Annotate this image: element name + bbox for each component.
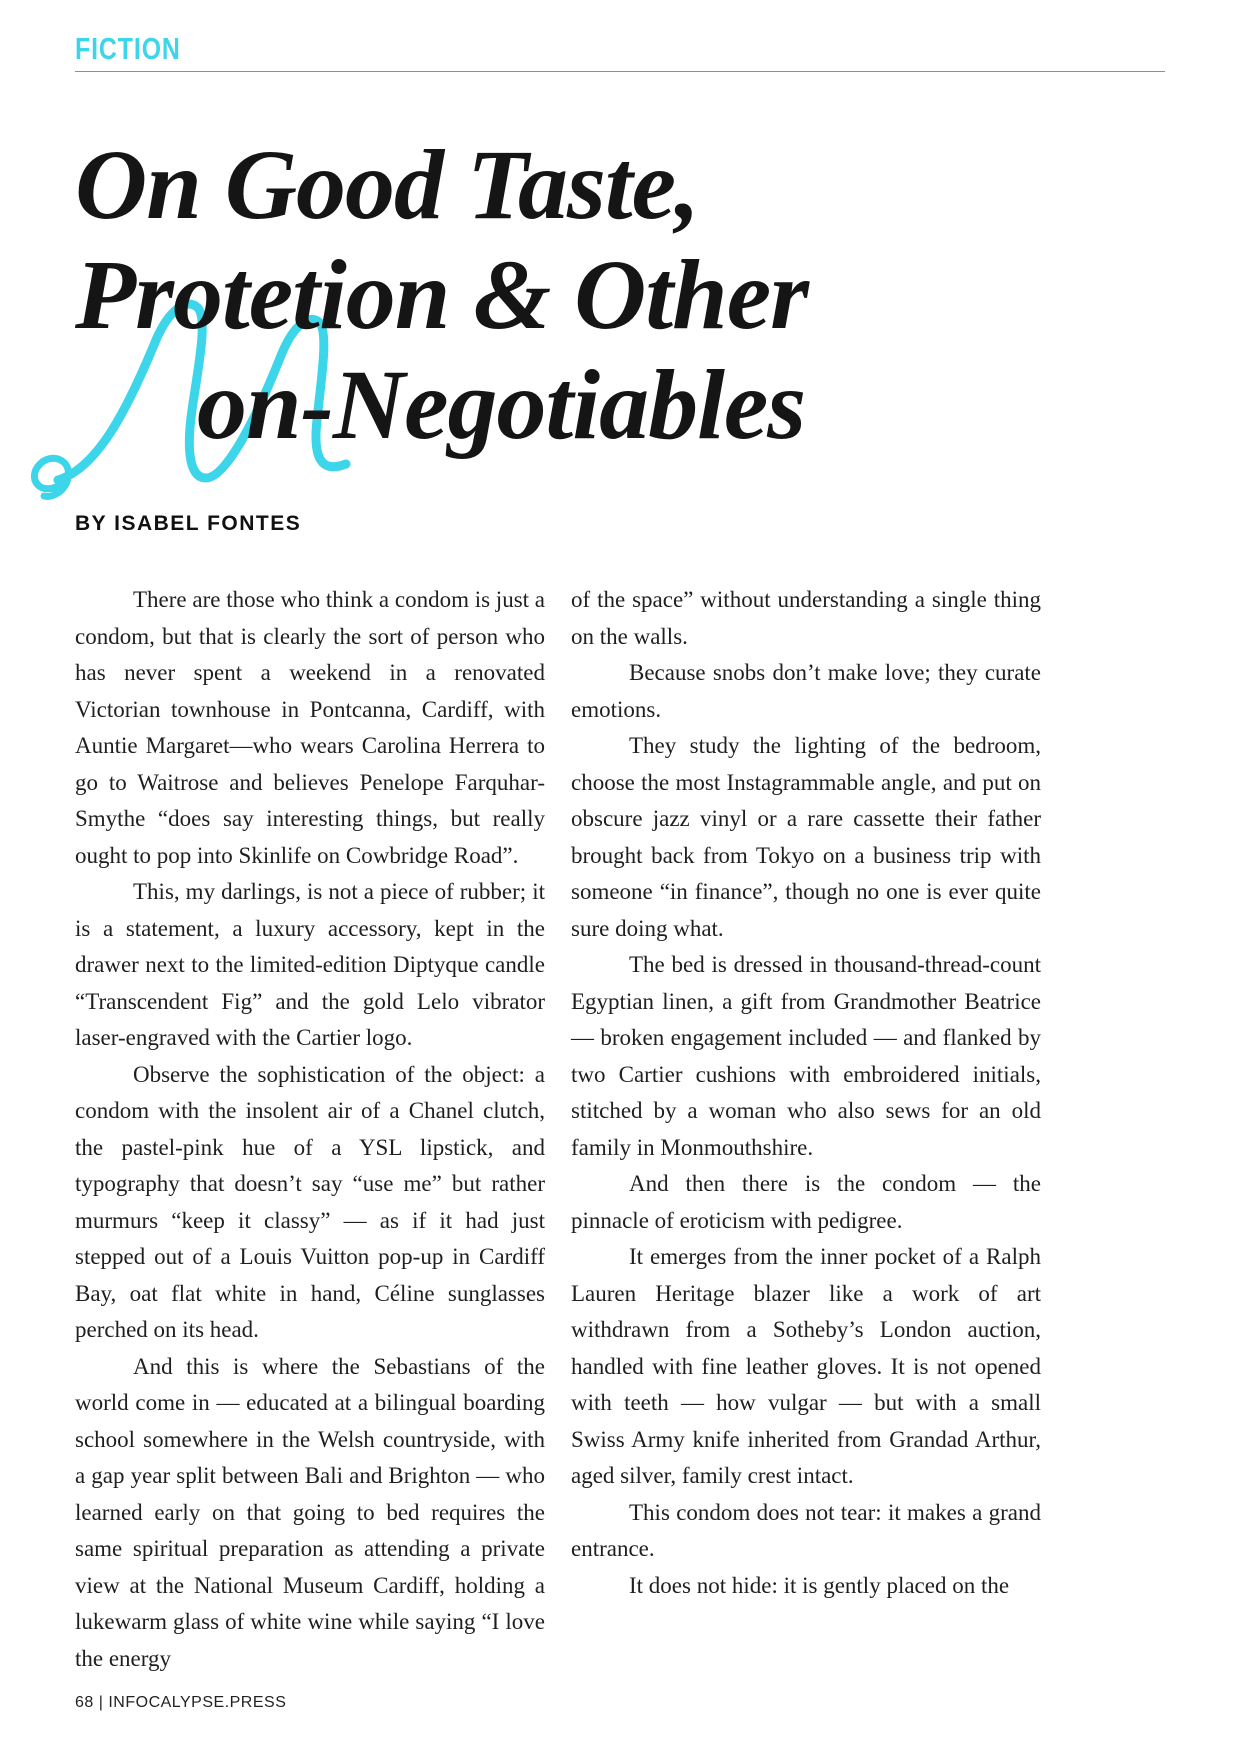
left-column	[75, 582, 545, 1677]
article-paragraph: The bed is dressed in thousand-thread-count Egyptian linen, a gift from Grandmother Beatrice — broken engagement included — and flanked by two Cartier cushions with embroidered initials, stitched by a woman who also sews for an old family in Monmouthshire.	[571, 952, 1041, 1160]
article-title	[75, 130, 1165, 460]
article-paragraph: of the space” without understanding a single thing on the walls.	[571, 587, 1041, 649]
page-footer: 68 | INFOCALYPSE.PRESS	[75, 1694, 287, 1711]
article-paragraph: And then there is the condom — the pinnacle of eroticism with pedigree.	[571, 1171, 1041, 1233]
article-paragraph: And this is where the Sebastians of the world come in — educated at a bilingual boarding school somewhere in the Welsh countryside, with a gap year split between Bali and Brighton — who learned early on that going to bed requires the same spiritual preparation as attending a private view at the National Museum Cardiff, holding a lukewarm glass of white wine while saying “I love the energy	[75, 1353, 545, 1671]
article-paragraph: Observe the sophistication of the object: a condom with the insolent air of a Chanel clutch, the pastel-pink hue of a YSL lipstick, and typography that doesn’t say “use me” but rather murmurs “keep it classy” — as if it had just stepped out of a Louis Vuitton pop-up in Cardiff Bay, oat flat white in hand, Céline sunglasses perched on its head.	[75, 1061, 545, 1342]
title-line-2: Protetion & Other	[75, 239, 809, 350]
article-paragraph: This condom does not tear: it makes a grand entrance.	[571, 1499, 1041, 1561]
byline: BY ISABEL FONTES	[75, 512, 302, 535]
section-kicker: FICTION	[75, 32, 181, 66]
title-line-1: On Good Taste,	[75, 129, 700, 240]
title-line-3-rest: on-Negotiables	[197, 349, 806, 460]
article-paragraph: There are those who think a condom is just a condom, but that is clearly the sort of person who has never spent a weekend in a renovated Victorian townhouse in Pontcanna, Cardiff, with Auntie Margaret—who wears Carolina Herrera to go to Waitrose and believes Penelope Farquhar-Smythe “does say interesting things, but really ought to pop into Skinlife on Cowbridge Road”.	[75, 587, 545, 868]
article-paragraph: Because snobs don’t make love; they curate emotions.	[571, 660, 1041, 722]
article-paragraph: It emerges from the inner pocket of a Ralph Lauren Heritage blazer like a work of art withdrawn from a Sotheby’s London auction, handled with fine leather gloves. It is not opened with teeth — how vulgar — but with a small Swiss Army knife inherited from Grandad Arthur, aged silver, family crest intact.	[571, 1244, 1041, 1488]
title-line-3	[75, 350, 1165, 460]
right-column	[571, 582, 1041, 1677]
article-paragraph: This, my darlings, is not a piece of rubber; it is a statement, a luxury accessory, kept in the drawer next to the limited-edition Diptyque candle “Transcendent Fig” and the gold Lelo vibrator laser-engraved with the Cartier logo.	[75, 879, 545, 1050]
article-paragraph: It does not hide: it is gently placed on the	[629, 1572, 1010, 1598]
article-body	[75, 582, 1041, 1677]
kicker-rule	[75, 71, 1165, 72]
article-paragraph: They study the lighting of the bedroom, choose the most Instagrammable angle, and put on obscure jazz vinyl or a rare cassette their father brought back from Tokyo on a business trip with someone “in finance”, though no one is ever quite sure doing what.	[571, 733, 1041, 941]
